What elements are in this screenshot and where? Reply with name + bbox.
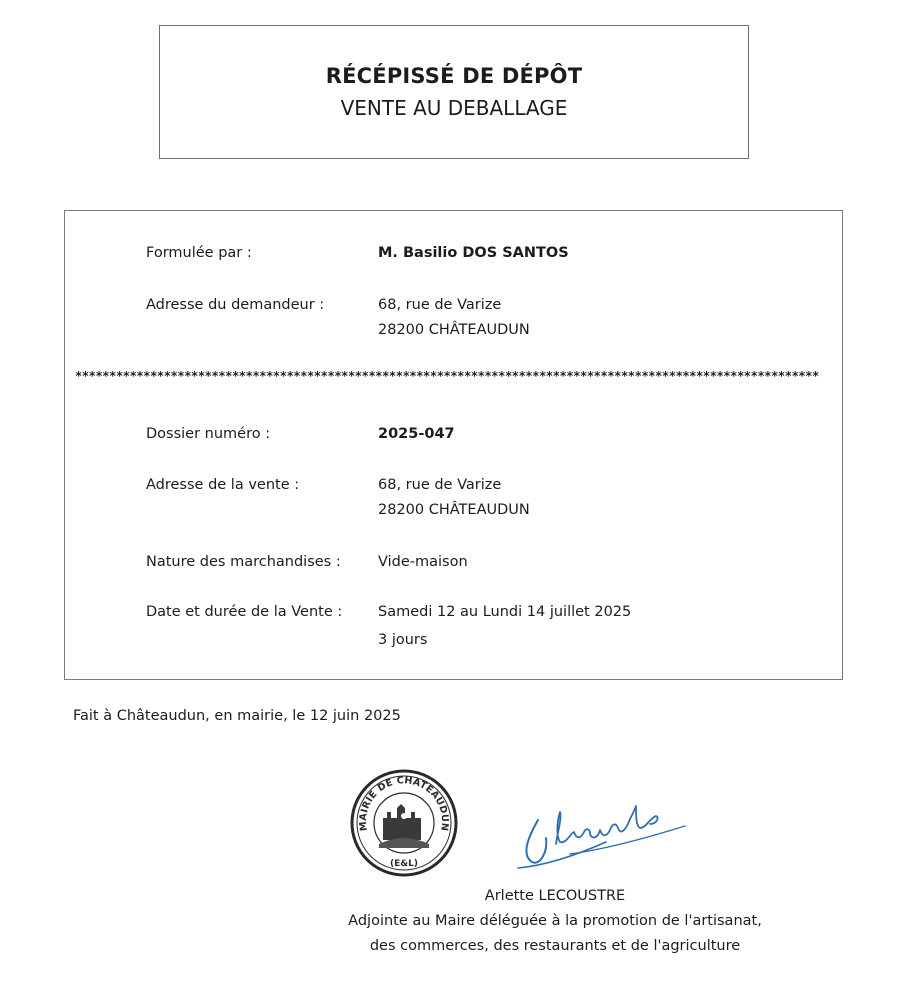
label-adresse-demandeur: Adresse du demandeur : <box>146 297 325 313</box>
handwritten-signature <box>510 782 695 882</box>
sale-address-line1: 68, rue de Varize <box>378 477 502 493</box>
document-subtitle: VENTE AU DEBALLAGE <box>340 96 568 120</box>
signer-role-line2: des commerces, des restaurants et de l'agriculture <box>369 938 741 954</box>
label-dossier-numero: Dossier numéro : <box>146 426 271 442</box>
signer-role-line1: Adjointe au Maire déléguée à la promotion de l'artisanat, <box>348 913 762 929</box>
title-box <box>159 25 749 159</box>
town-hall-seal <box>349 768 459 878</box>
label-nature-marchandises: Nature des marchandises : <box>146 554 341 570</box>
seal-text: MAIRIE DE CHATEAUDUN <box>357 775 451 832</box>
document-title: RÉCÉPISSÉ DE DÉPÔT <box>325 64 583 88</box>
sale-date: Samedi 12 au Lundi 14 juillet 2025 <box>378 604 632 620</box>
label-date-duree: Date et durée de la Vente : <box>146 604 343 620</box>
details-box <box>64 210 843 680</box>
sale-address-line2: 28200 CHÂTEAUDUN <box>378 502 530 518</box>
applicant-address-line1: 68, rue de Varize <box>378 297 502 313</box>
asterisk-separator: ************************************************************************************************************* <box>75 369 819 383</box>
applicant-address-line2: 28200 CHÂTEAUDUN <box>378 322 530 338</box>
goods-nature: Vide-maison <box>378 554 468 570</box>
signer-name: Arlette LECOUSTRE <box>484 888 626 904</box>
label-formulee-par: Formulée par : <box>146 245 252 261</box>
label-adresse-vente: Adresse de la vente : <box>146 477 300 493</box>
dossier-number: 2025-047 <box>378 426 455 442</box>
applicant-name: M. Basilio DOS SANTOS <box>378 245 569 261</box>
seal-code: (E&L) <box>390 859 418 869</box>
place-and-date: Fait à Châteaudun, en mairie, le 12 juin 2025 <box>73 708 401 724</box>
sale-duration: 3 jours <box>378 632 428 648</box>
